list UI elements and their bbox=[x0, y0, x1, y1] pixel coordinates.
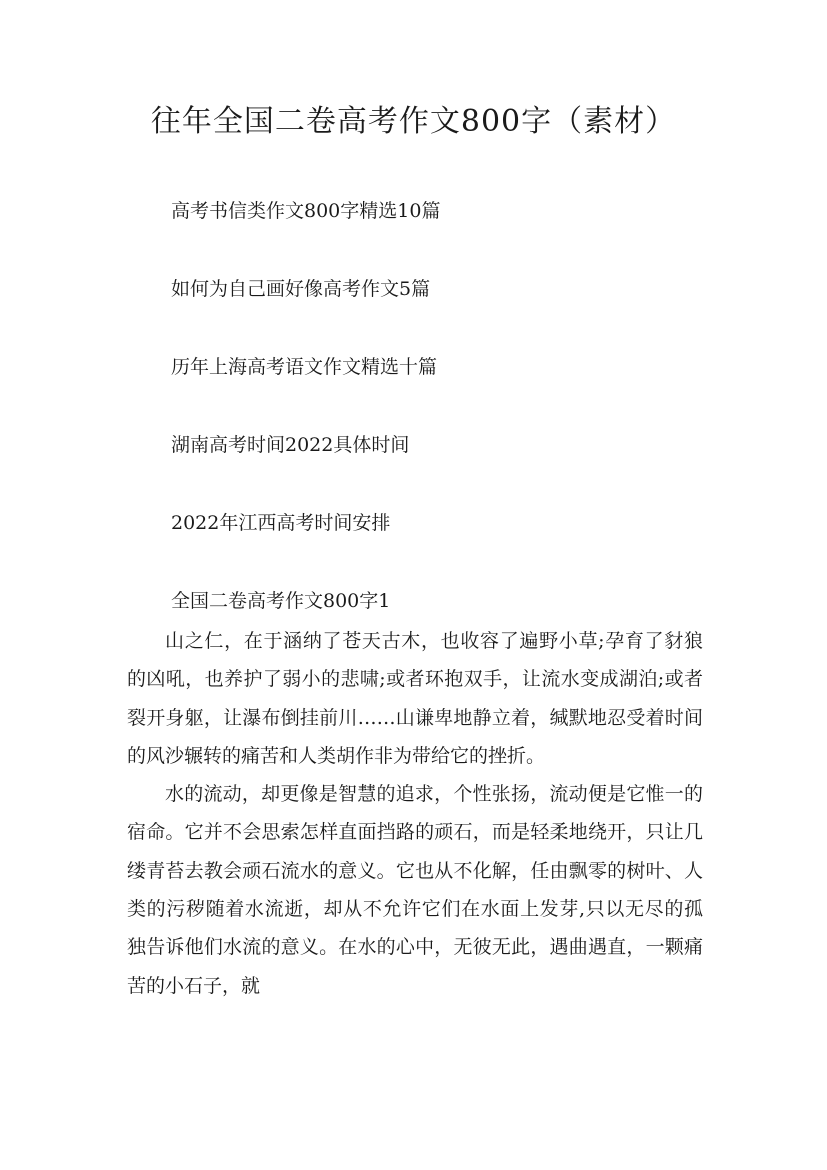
article-body bbox=[127, 622, 703, 1005]
section-heading: 全国二卷高考作文800字1 bbox=[171, 590, 391, 612]
related-link[interactable]: 高考书信类作文800字精选10篇 bbox=[171, 200, 441, 222]
article-paragraph: 水的流动，却更像是智慧的追求，个性张扬，流动便是它惟一的宿命。它并不会思索怎样直面挡路的顽石，而是轻柔地绕开，只让几缕青苔去教会顽石流水的意义。它也从不化解，任由飘零的树叶、人类的污秽随着水流逝，却从不允许它们在水面上发芽,只以无尽的孤独告诉他们水流的意义。在水的心中，无彼无此，遇曲遇直，一颗痛苦的小石子，就 bbox=[127, 783, 703, 997]
related-link[interactable]: 如何为自己画好像高考作文5篇 bbox=[171, 278, 431, 300]
related-link[interactable]: 历年上海高考语文作文精选十篇 bbox=[171, 356, 438, 378]
related-links-list bbox=[171, 196, 440, 586]
related-link[interactable]: 湖南高考时间2022具体时间 bbox=[171, 434, 410, 456]
document-title: 往年全国二卷高考作文800字（素材） bbox=[150, 104, 677, 139]
related-link[interactable]: 2022年江西高考时间安排 bbox=[171, 512, 391, 534]
article-paragraph: 山之仁，在于涵纳了苍天古木，也收容了遍野小草;孕育了豺狼的凶吼，也养护了弱小的悲啸;或者环抱双手，让流水变成湖泊;或者裂开身躯，让瀑布倒挂前川……山谦卑地静立着，缄默地忍受着时间的风沙辗转的痛苦和人类胡作非为带给它的挫折。 bbox=[127, 630, 703, 767]
